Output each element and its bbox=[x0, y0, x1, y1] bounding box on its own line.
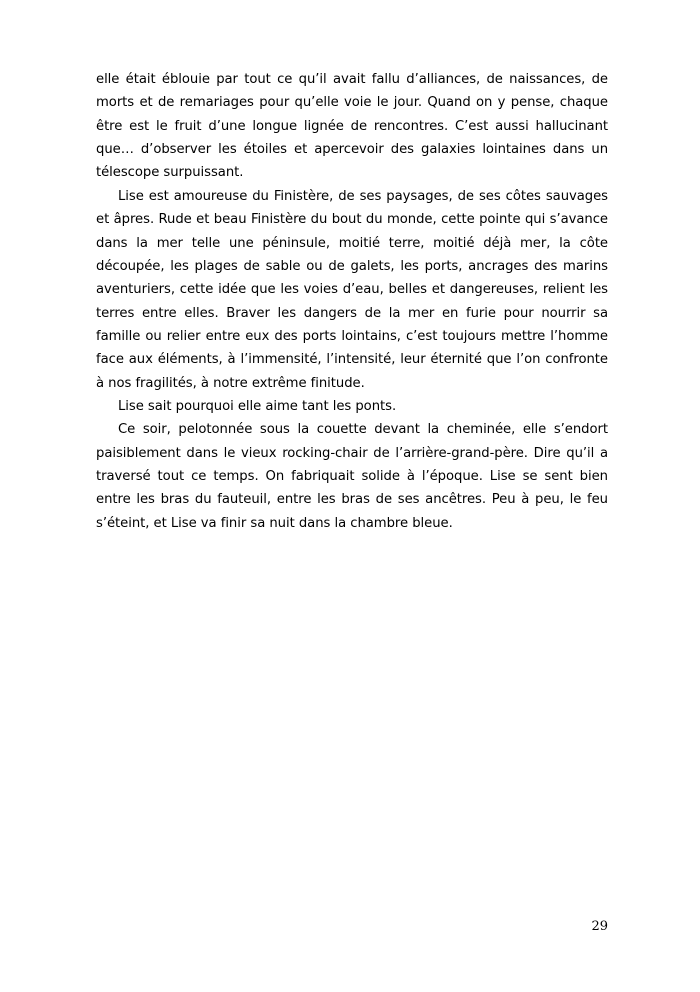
page-number: 29 bbox=[591, 919, 608, 934]
paragraph: Ce soir, pelotonnée sous la couette devant la cheminée, elle s’endort paisiblement dans le vieux rocking-chair de l’arrière-grand-père. Dire qu’il a traversé tout ce temps. On fabriquait solide à l’époque. Lise se sent bien entre les bras du fauteuil, entre les bras de ses ancêtres. Peu à peu, le feu s’éteint, et Lise va finir sa nuit dans la chambre bleue. bbox=[96, 422, 608, 531]
paragraph: elle était éblouie par tout ce qu’il avait fallu d’alliances, de naissances, de morts et de remariages pour qu’elle voie le jour. Quand on y pense, chaque être est le fruit d’une longue lignée de rencontres. C’est aussi hallucinant que… d’observer les étoiles et apercevoir des galaxies lointaines dans un télescope surpuissant. bbox=[96, 72, 608, 181]
paragraph: Lise sait pourquoi elle aime tant les ponts. bbox=[118, 399, 397, 415]
body-text bbox=[96, 68, 608, 535]
paragraph: Lise est amoureuse du Finistère, de ses paysages, de ses côtes sauvages et âpres. Rude et beau Finistère du bout du monde, cette pointe qui s’avance dans la mer telle une péninsule, moitié terre, moitié déjà mer, la côte découpée, les plages de sable ou de galets, les ports, ancrages des marins aventuriers, cette idée que les voies d’eau, belles et dangereuses, relient les terres entre elles. Braver les dangers de la mer en furie pour nourrir sa famille ou relier entre eux des ports lointains, c’est toujours mettre l’homme face aux éléments, à l’immensité, l’intensité, leur éternité que l’on confronte à nos fragilités, à notre extrême finitude. bbox=[96, 188, 608, 391]
